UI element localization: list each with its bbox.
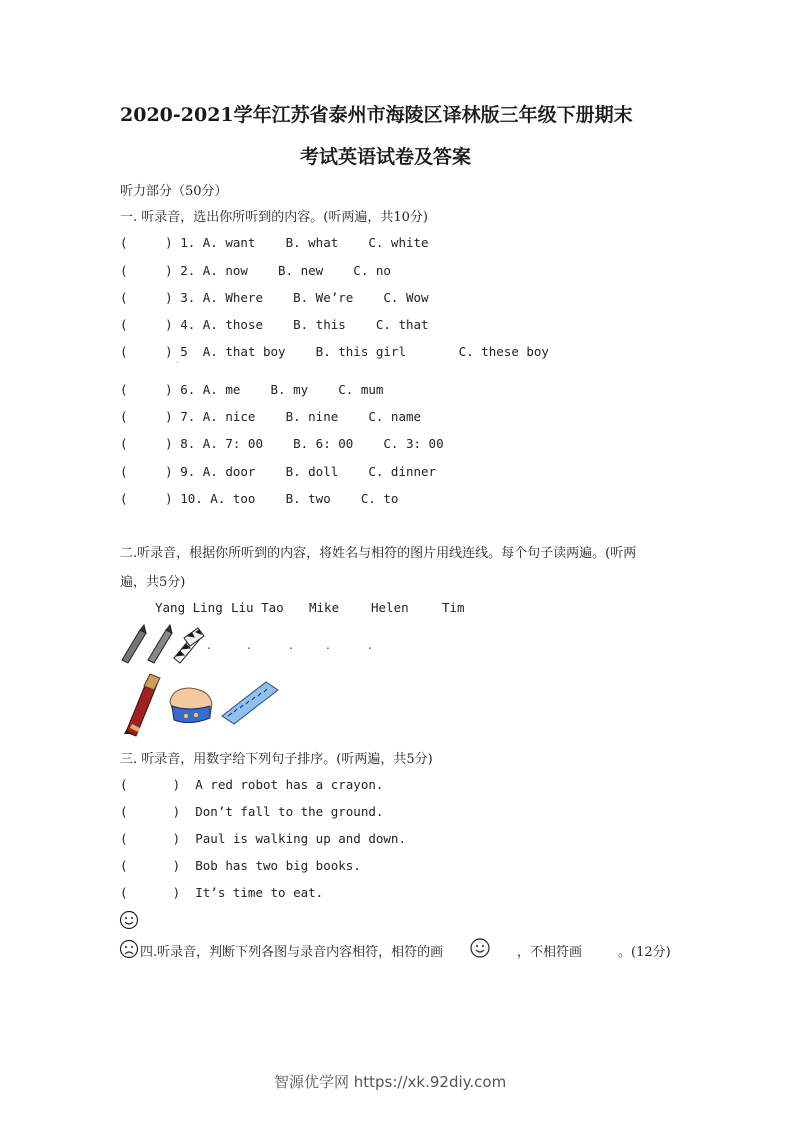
name-yang-ling: Yang Ling (155, 600, 223, 615)
section1-item-1: ( ) 1. A. want B. what C. white (120, 235, 429, 250)
pen-image (118, 672, 163, 736)
section1-item-3: ( ) 3. A. Where B. We’re C. Wow (120, 290, 429, 305)
section3-item-2: ( ) Don’t fall to the ground. (120, 804, 384, 819)
ruler-image (220, 678, 282, 728)
section3-item-5: ( ) It’s time to eat. (120, 885, 324, 900)
section1-heading: 一. 听录音，选出你所听到的内容。(听两遍，共10分) (120, 210, 428, 225)
match-dot-3: . (289, 638, 293, 652)
section3-item-3: ( ) Paul is walking up and down. (120, 831, 406, 846)
listening-header: 听力部分（50分） (120, 184, 228, 199)
section2-heading-line2: 遍，共5分) (120, 575, 186, 590)
section2-heading-line1: 二.听录音，根据你所听到的内容，将姓名与相符的图片用线连线。每个句子读两遍。(听两 (120, 546, 637, 561)
document-title-line2: 考试英语试卷及答案 (300, 146, 472, 168)
section1-item-10: ( ) 10. A. too B. two C. to (120, 491, 399, 506)
section3-item-1: ( ) A red robot has a crayon. (120, 777, 384, 792)
match-dot-2: . (247, 638, 251, 652)
section1-item-4: ( ) 4. A. those B. this C. that (120, 317, 429, 332)
name-tim: Tim (442, 600, 465, 615)
name-helen: Helen (371, 600, 409, 615)
section3-item-4: ( ) Bob has two big books. (120, 858, 361, 873)
stray-mark: · (176, 358, 179, 367)
match-dot-1: . (207, 638, 211, 652)
sad-face-icon (119, 939, 139, 959)
name-liu-tao: Liu Tao (231, 600, 284, 615)
match-dot-4: . (326, 638, 330, 652)
section1-item-5: ( ) 5 A. that boy B. this girl C. these boy (120, 344, 549, 359)
smiley-face-icon (119, 910, 139, 930)
eraser-image (166, 684, 216, 728)
section4-heading-part3: 。(12分) (618, 945, 671, 960)
match-dot-5: . (368, 638, 372, 652)
section3-heading: 三. 听录音，用数字给下列句子排序。(听两遍，共5分) (120, 752, 433, 767)
smiley-face-inline-icon (469, 937, 491, 959)
pencils-image (118, 624, 208, 664)
section1-item-2: ( ) 2. A. now B. new C. no (120, 263, 391, 278)
document-title-line1: 2020-2021学年江苏省泰州市海陵区译林版三年级下册期末 (120, 104, 633, 126)
section1-item-8: ( ) 8. A. 7: 00 B. 6: 00 C. 3: 00 (120, 436, 444, 451)
section4-heading-part2: ，不相符画 (517, 945, 583, 960)
name-mike: Mike (309, 600, 340, 615)
section1-item-6: ( ) 6. A. me B. my C. mum (120, 382, 384, 397)
section1-item-7: ( ) 7. A. nice B. nine C. name (120, 409, 422, 424)
footer-watermark: 智源优学网 https://xk.92diy.com (274, 1073, 507, 1091)
section4-heading-part1: 四.听录音，判断下列各图与录音内容相符，相符的画 (140, 945, 444, 960)
section1-item-9: ( ) 9. A. door B. doll C. dinner (120, 464, 437, 479)
